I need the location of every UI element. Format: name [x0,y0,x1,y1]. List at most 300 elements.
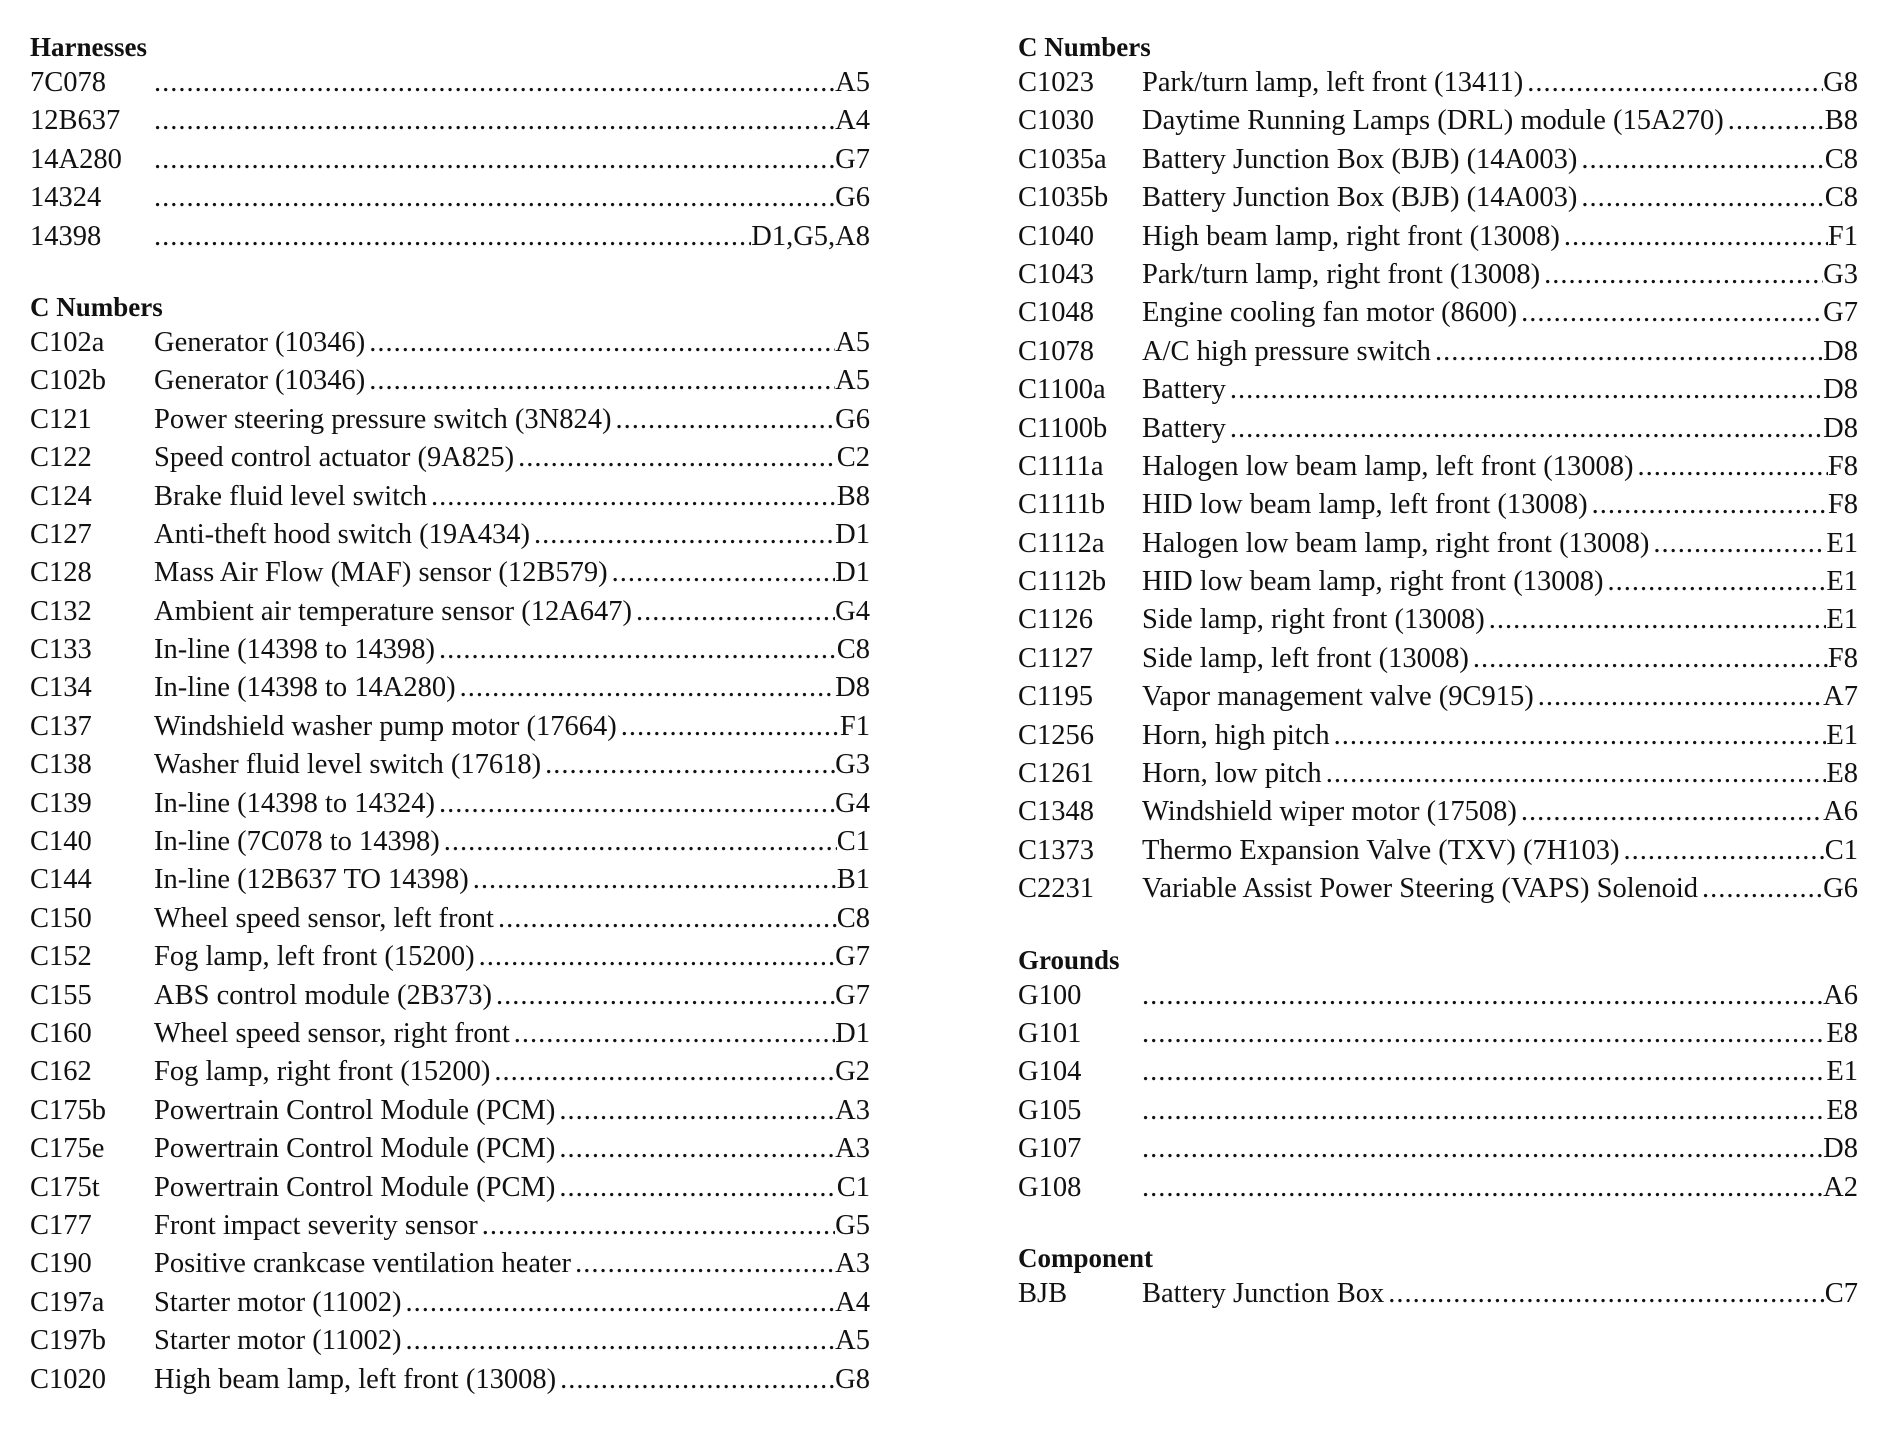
entry-code: 14A280 [30,143,122,175]
dot-leader [482,1207,835,1245]
dot-leader [154,102,835,140]
dot-leader [1653,525,1826,563]
dot-leader [369,324,835,362]
entry-code: C134 [30,672,92,704]
c-numbers-section-left [30,290,870,1399]
entry-description: HID low beam lamp, right front (13008) [1142,566,1604,598]
index-entry [1018,256,1858,294]
entry-description: Starter motor (11002) [154,1286,402,1318]
index-entry [30,1284,870,1322]
index-entry [1018,1015,1858,1053]
entry-location: D8 [835,672,870,704]
entry-code: G105 [1018,1094,1082,1126]
entry-code: C175t [30,1171,100,1203]
entry-code: C1043 [1018,258,1095,290]
dot-leader [514,1015,835,1053]
entry-location: D1 [835,1017,870,1049]
entry-location: C2 [836,442,870,474]
entry-location: A5 [835,67,870,98]
index-entry [30,1169,870,1207]
entry-location: A3 [835,1133,870,1165]
entry-code: C177 [30,1209,92,1241]
index-entry [1018,525,1858,563]
entry-location: D8 [1823,1133,1858,1165]
dot-leader [1326,755,1827,793]
entry-code: C121 [30,403,92,435]
c-numbers-list-left [30,324,870,1399]
entry-description: Fog lamp, right front (15200) [154,1056,491,1088]
entry-location: C8 [836,902,870,934]
dot-leader [1142,1130,1823,1168]
entry-description: High beam lamp, right front (13008) [1142,220,1560,252]
dot-leader [559,1130,835,1168]
entry-code: C1078 [1018,335,1095,367]
entry-location: A4 [835,105,870,137]
dot-leader [1489,601,1827,639]
entry-location: G4 [835,595,870,627]
entry-code: 14398 [30,220,102,252]
entry-location: F8 [1827,450,1858,482]
entry-location: C8 [1824,143,1858,175]
dot-leader [575,1245,835,1283]
entry-description: Power steering pressure switch (3N824) [154,403,612,435]
entry-location: A6 [1823,796,1858,828]
entry-description: Battery Junction Box [1142,1277,1385,1309]
index-entry [30,64,870,102]
dot-leader [498,900,837,938]
entry-location: C1 [836,826,870,858]
index-entry [1018,179,1858,217]
entry-location: B8 [1824,105,1858,137]
dot-leader [1592,486,1828,524]
entry-code: C1035a [1018,143,1107,175]
entry-location: G2 [835,1056,870,1088]
index-entry [30,401,870,439]
entry-code: C1020 [30,1363,107,1395]
dot-leader [1564,218,1828,256]
dot-leader [1334,717,1827,755]
index-entry [30,1015,870,1053]
entry-code: 12B637 [30,105,121,137]
entry-description: Daytime Running Lamps (DRL) module (15A270) [1142,105,1724,137]
entry-description: Park/turn lamp, left front (13411) [1142,67,1524,98]
entry-code: C1100a [1018,374,1106,406]
index-entry [30,516,870,554]
entry-description: Variable Assist Power Steering (VAPS) Solenoid [1142,873,1699,905]
dot-leader [431,478,837,516]
component-list [1018,1275,1858,1313]
dot-leader [1142,1092,1826,1130]
entry-location: E8 [1826,1094,1858,1126]
dot-leader [1230,410,1823,448]
index-entry [1018,448,1858,486]
entry-location: F1 [839,710,870,742]
entry-location: F8 [1827,489,1858,521]
dot-leader [439,631,837,669]
harnesses-list [30,64,870,256]
entry-description: Washer fluid level switch (17618) [154,749,542,781]
entry-code: C197a [30,1286,105,1318]
dot-leader [1702,870,1823,908]
entry-location: B1 [836,864,870,896]
entry-description: Battery Junction Box (BJB) (14A003) [1142,182,1578,214]
entry-code: C140 [30,826,92,858]
entry-location: E8 [1826,1017,1858,1049]
index-entry [1018,371,1858,409]
dot-leader [1142,1053,1826,1091]
entry-description: In-line (14398 to 14324) [154,787,435,819]
entry-code: C1126 [1018,604,1093,636]
entry-description: Wheel speed sensor, left front [154,902,494,934]
entry-code: C102a [30,326,105,358]
entry-code: C1373 [1018,834,1095,866]
entry-location: A4 [835,1286,870,1318]
entry-location: A3 [835,1248,870,1280]
entry-code: C1100b [1018,412,1108,444]
dot-leader [154,218,751,256]
index-entry [1018,1053,1858,1091]
index-entry [1018,977,1858,1015]
entry-location: F1 [1827,220,1858,252]
entry-location: G7 [835,143,870,175]
index-entry [30,900,870,938]
entry-description: Battery [1142,412,1226,444]
entry-location: E8 [1826,758,1858,790]
entry-code: C127 [30,518,92,550]
dot-leader [1142,977,1823,1015]
entry-description: Vapor management valve (9C915) [1142,681,1534,713]
index-entry [30,324,870,362]
dot-leader [460,669,836,707]
entry-location: A3 [835,1094,870,1126]
entry-code: C1256 [1018,719,1095,751]
dot-leader [369,362,835,400]
entry-location: G7 [1823,297,1858,329]
entry-location: D8 [1823,412,1858,444]
dot-leader [559,1092,835,1130]
entry-description: Engine cooling fan motor (8600) [1142,297,1518,329]
entry-location: G6 [835,182,870,214]
index-entry [1018,486,1858,524]
entry-description: Halogen low beam lamp, right front (13008) [1142,527,1650,559]
entry-description: In-line (7C078 to 14398) [154,826,440,858]
dot-leader [1728,102,1825,140]
dot-leader [1638,448,1828,486]
index-entry [1018,1130,1858,1168]
entry-location: B8 [836,480,870,512]
dot-leader [518,439,837,477]
dot-leader [612,554,836,592]
entry-code: C138 [30,749,92,781]
right-column [1018,30,1858,1347]
entry-code: G107 [1018,1133,1082,1165]
index-entry [30,439,870,477]
index-entry [30,938,870,976]
entry-location: D1 [835,518,870,550]
entry-code: C132 [30,595,92,627]
entry-description: Side lamp, left front (13008) [1142,642,1469,674]
entry-code: C1195 [1018,681,1093,713]
entry-description: Side lamp, right front (13008) [1142,604,1485,636]
index-entry [1018,102,1858,140]
entry-code: G100 [1018,979,1082,1011]
entry-location: E1 [1826,527,1858,559]
dot-leader [1435,333,1823,371]
index-entry [1018,870,1858,908]
entry-description: Powertrain Control Module (PCM) [154,1133,556,1165]
entry-location: A2 [1823,1171,1858,1203]
section-heading-c-numbers: C Numbers [30,291,163,322]
entry-code: C190 [30,1248,92,1280]
entry-description: Windshield wiper motor (17508) [1142,796,1517,828]
index-entry [30,1130,870,1168]
entry-code: C1111a [1018,450,1104,482]
entry-description: Horn, high pitch [1142,719,1330,751]
dot-leader [559,1169,836,1207]
entry-description: ABS control module (2B373) [154,979,493,1011]
entry-code: C124 [30,480,92,512]
dot-leader [439,785,835,823]
entry-location: G6 [1823,873,1858,905]
entry-location: A5 [835,365,870,397]
entry-location: G6 [835,403,870,435]
entry-location: G7 [835,941,870,973]
entry-code: C152 [30,941,92,973]
entry-location: E1 [1826,1056,1858,1088]
component-section [1018,1241,1858,1313]
entry-location: G4 [835,787,870,819]
dot-leader [1624,832,1825,870]
index-entry [1018,294,1858,332]
entry-description: Park/turn lamp, right front (13008) [1142,258,1541,290]
section-heading-component: Component [1018,1242,1154,1273]
index-entry [30,1322,870,1360]
entry-description: In-line (14398 to 14A280) [154,672,456,704]
entry-location: G3 [1823,258,1858,290]
index-entry [30,746,870,784]
index-entry [1018,64,1858,102]
entry-code: C137 [30,710,92,742]
entry-code: C160 [30,1017,92,1049]
entry-description: Thermo Expansion Valve (TXV) (7H103) [1142,834,1620,866]
dot-leader [560,1361,835,1399]
index-entry [1018,601,1858,639]
dot-leader [1581,141,1824,179]
entry-description: Horn, low pitch [1142,758,1322,790]
dot-leader [615,401,835,439]
entry-description: Ambient air temperature sensor (12A647) [154,595,633,627]
entry-code: C175b [30,1094,107,1126]
entry-description: Wheel speed sensor, right front [154,1017,510,1049]
entry-description: Generator (10346) [154,326,366,358]
entry-location: D8 [1823,335,1858,367]
entry-code: C2231 [1018,873,1095,905]
entry-location: E1 [1826,604,1858,636]
dot-leader [1142,1015,1826,1053]
index-entry [1018,333,1858,371]
index-entry [1018,410,1858,448]
dot-leader [1527,64,1823,102]
index-entry [30,1361,870,1399]
index-entry [30,669,870,707]
index-entry [30,861,870,899]
entry-code: G104 [1018,1056,1082,1088]
entry-code: C162 [30,1056,92,1088]
dot-leader [1521,294,1823,332]
index-entry [1018,141,1858,179]
entry-code: C139 [30,787,92,819]
entry-description: Battery [1142,374,1226,406]
index-entry [1018,678,1858,716]
section-heading-harnesses: Harnesses [30,32,147,62]
harnesses-section [30,30,870,256]
entry-location: C8 [1824,182,1858,214]
index-entry [30,218,870,256]
entry-description: Generator (10346) [154,365,366,397]
entry-description: Anti-theft hood switch (19A434) [154,518,530,550]
dot-leader [1230,371,1823,409]
entry-description: Windshield washer pump motor (17664) [154,710,617,742]
index-entry [30,141,870,179]
entry-code: C150 [30,902,92,934]
entry-description: In-line (14398 to 14398) [154,634,435,666]
dot-leader [621,708,840,746]
entry-description: Powertrain Control Module (PCM) [154,1171,556,1203]
dot-leader [405,1284,835,1322]
entry-code: C1030 [1018,105,1095,137]
entry-code: G101 [1018,1017,1082,1049]
index-entry [30,362,870,400]
entry-location: E1 [1826,719,1858,751]
entry-location: D1 [835,557,870,589]
entry-code: C1261 [1018,758,1095,790]
section-heading-grounds: Grounds [1018,944,1120,975]
entry-description: Brake fluid level switch [154,480,428,512]
entry-code: C1112a [1018,527,1105,559]
index-entry [30,1053,870,1091]
entry-description: Positive crankcase ventilation heater [154,1248,572,1280]
index-entry [1018,640,1858,678]
index-entry [1018,717,1858,755]
entry-code: C1348 [1018,796,1095,828]
dot-leader [534,516,835,554]
index-entry [1018,1275,1858,1313]
entry-location: D8 [1823,374,1858,406]
entry-description: Halogen low beam lamp, left front (13008) [1142,450,1634,482]
index-entry [30,785,870,823]
index-entry [1018,1092,1858,1130]
entry-description: Front impact severity sensor [154,1209,478,1241]
entry-location: C1 [1824,834,1858,866]
entry-description: Battery Junction Box (BJB) (14A003) [1142,143,1578,175]
dot-leader [1538,678,1823,716]
entry-code: C1127 [1018,642,1093,674]
entry-code: C175e [30,1133,105,1165]
index-entry [30,102,870,140]
grounds-list [1018,977,1858,1207]
entry-location: C7 [1824,1277,1858,1309]
dot-leader [1473,640,1828,678]
index-entry [30,554,870,592]
dot-leader [154,179,835,217]
dot-leader [496,977,835,1015]
dot-leader [154,64,835,102]
entry-location: G7 [835,979,870,1011]
index-entry [1018,755,1858,793]
entry-description: High beam lamp, left front (13008) [154,1363,557,1395]
entry-location: C8 [836,634,870,666]
entry-code: C133 [30,634,92,666]
c-numbers-section-right [1018,30,1858,909]
index-entry [30,708,870,746]
entry-location: A5 [835,326,870,358]
c-numbers-list-right [1018,64,1858,909]
entry-code: C1048 [1018,297,1095,329]
entry-location: G8 [1823,67,1858,98]
entry-description: Powertrain Control Module (PCM) [154,1094,556,1126]
left-column [30,30,870,1433]
entry-code: C1040 [1018,220,1095,252]
entry-location: C1 [836,1171,870,1203]
entry-code: 7C078 [30,67,107,98]
dot-leader [405,1322,835,1360]
entry-code: C1112b [1018,566,1107,598]
entry-location: G8 [835,1363,870,1395]
index-entry [30,593,870,631]
entry-location: G3 [835,749,870,781]
entry-code: C155 [30,979,92,1011]
entry-code: C102b [30,365,107,397]
dot-leader [494,1053,835,1091]
entry-code: BJB [1018,1277,1068,1309]
index-entry [30,179,870,217]
entry-description: HID low beam lamp, left front (13008) [1142,489,1588,521]
entry-description: Fog lamp, left front (15200) [154,941,475,973]
dot-leader [479,938,836,976]
index-entry [30,823,870,861]
index-entry [30,1245,870,1283]
index-entry [30,977,870,1015]
entry-code: C197b [30,1325,107,1357]
entry-code: 14324 [30,182,102,214]
entry-code: C122 [30,442,92,474]
entry-location: A6 [1823,979,1858,1011]
entry-description: In-line (12B637 TO 14398) [154,864,469,896]
entry-code: G108 [1018,1171,1082,1203]
entry-location: F8 [1827,642,1858,674]
index-entry [1018,832,1858,870]
entry-code: C1111b [1018,489,1106,521]
dot-leader [545,746,835,784]
index-entry [1018,218,1858,256]
entry-code: C144 [30,864,92,896]
section-heading-c-numbers: C Numbers [1018,32,1151,62]
grounds-section [1018,943,1858,1207]
dot-leader [636,593,835,631]
entry-location: E1 [1826,566,1858,598]
dot-leader [1521,793,1823,831]
entry-code: C1035b [1018,182,1109,214]
entry-description: A/C high pressure switch [1142,335,1431,367]
dot-leader [154,141,835,179]
index-entry [30,1207,870,1245]
index-entry [1018,1169,1858,1207]
entry-location: A5 [835,1325,870,1357]
index-entry [30,1092,870,1130]
entry-code: C1023 [1018,67,1095,98]
index-entry [1018,793,1858,831]
entry-location: D1,G5,A8 [751,220,870,252]
